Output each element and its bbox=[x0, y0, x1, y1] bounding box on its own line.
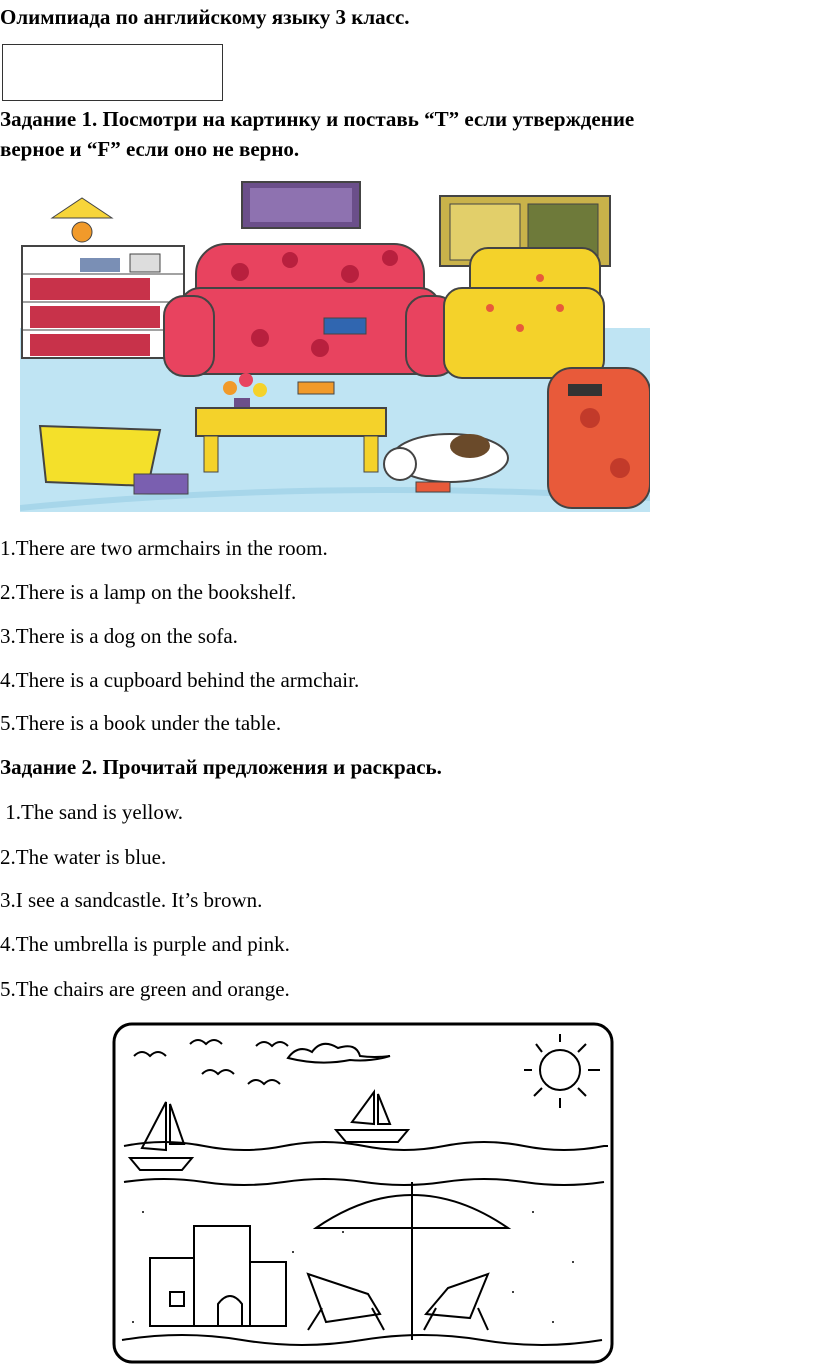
bird-icon bbox=[248, 1080, 280, 1084]
page-title: Олимпиада по английскому языку 3 класс. bbox=[0, 5, 410, 29]
statement-3: 3.There is a dog on the sofa. bbox=[0, 624, 238, 648]
bird-icon bbox=[190, 1040, 222, 1044]
sandcastle-icon bbox=[150, 1226, 286, 1326]
beach-coloring-picture bbox=[112, 1022, 614, 1364]
statement-4: 4.There is a cupboard behind the armchair. bbox=[0, 668, 360, 692]
sun-icon bbox=[524, 1034, 600, 1108]
bird-icon bbox=[256, 1042, 288, 1046]
statement-5: 5.There is a book under the table. bbox=[0, 711, 282, 735]
task2-heading: Задание 2. Прочитай предложения и раскрась. bbox=[0, 755, 442, 779]
sentence-4: 4.The umbrella is purple and pink. bbox=[0, 932, 290, 956]
name-answer-box[interactable] bbox=[2, 44, 223, 101]
task1-heading-line2: верное и “F” если оно не верно. bbox=[0, 137, 300, 161]
bird-icon bbox=[134, 1052, 166, 1056]
task1-heading-line1: Задание 1. Посмотри на картинку и поставь “T” если утверждение bbox=[0, 107, 635, 131]
sentence-2: 2.The water is blue. bbox=[0, 845, 167, 869]
statement-2: 2.There is a lamp on the bookshelf. bbox=[0, 580, 297, 604]
deck-chair-icon bbox=[424, 1274, 488, 1330]
cloud-icon bbox=[288, 1044, 390, 1063]
statement-1: 1.There are two armchairs in the room. bbox=[0, 536, 328, 560]
living-room-illustration bbox=[20, 178, 650, 512]
sentence-5: 5.The chairs are green and orange. bbox=[0, 977, 290, 1001]
yellow-armchair-icon bbox=[444, 248, 604, 378]
sofa-icon bbox=[164, 244, 456, 376]
bookshelf-icon bbox=[22, 246, 184, 358]
bird-icon bbox=[202, 1070, 234, 1074]
sailboat-icon bbox=[336, 1092, 408, 1142]
umbrella-icon bbox=[316, 1182, 508, 1340]
lamp-icon bbox=[52, 198, 112, 242]
sentence-1: 1.The sand is yellow. bbox=[0, 800, 183, 824]
sentence-3: 3.I see a sandcastle. It’s brown. bbox=[0, 888, 263, 912]
deck-chair-icon bbox=[308, 1274, 384, 1330]
sailboat-icon bbox=[130, 1102, 192, 1170]
